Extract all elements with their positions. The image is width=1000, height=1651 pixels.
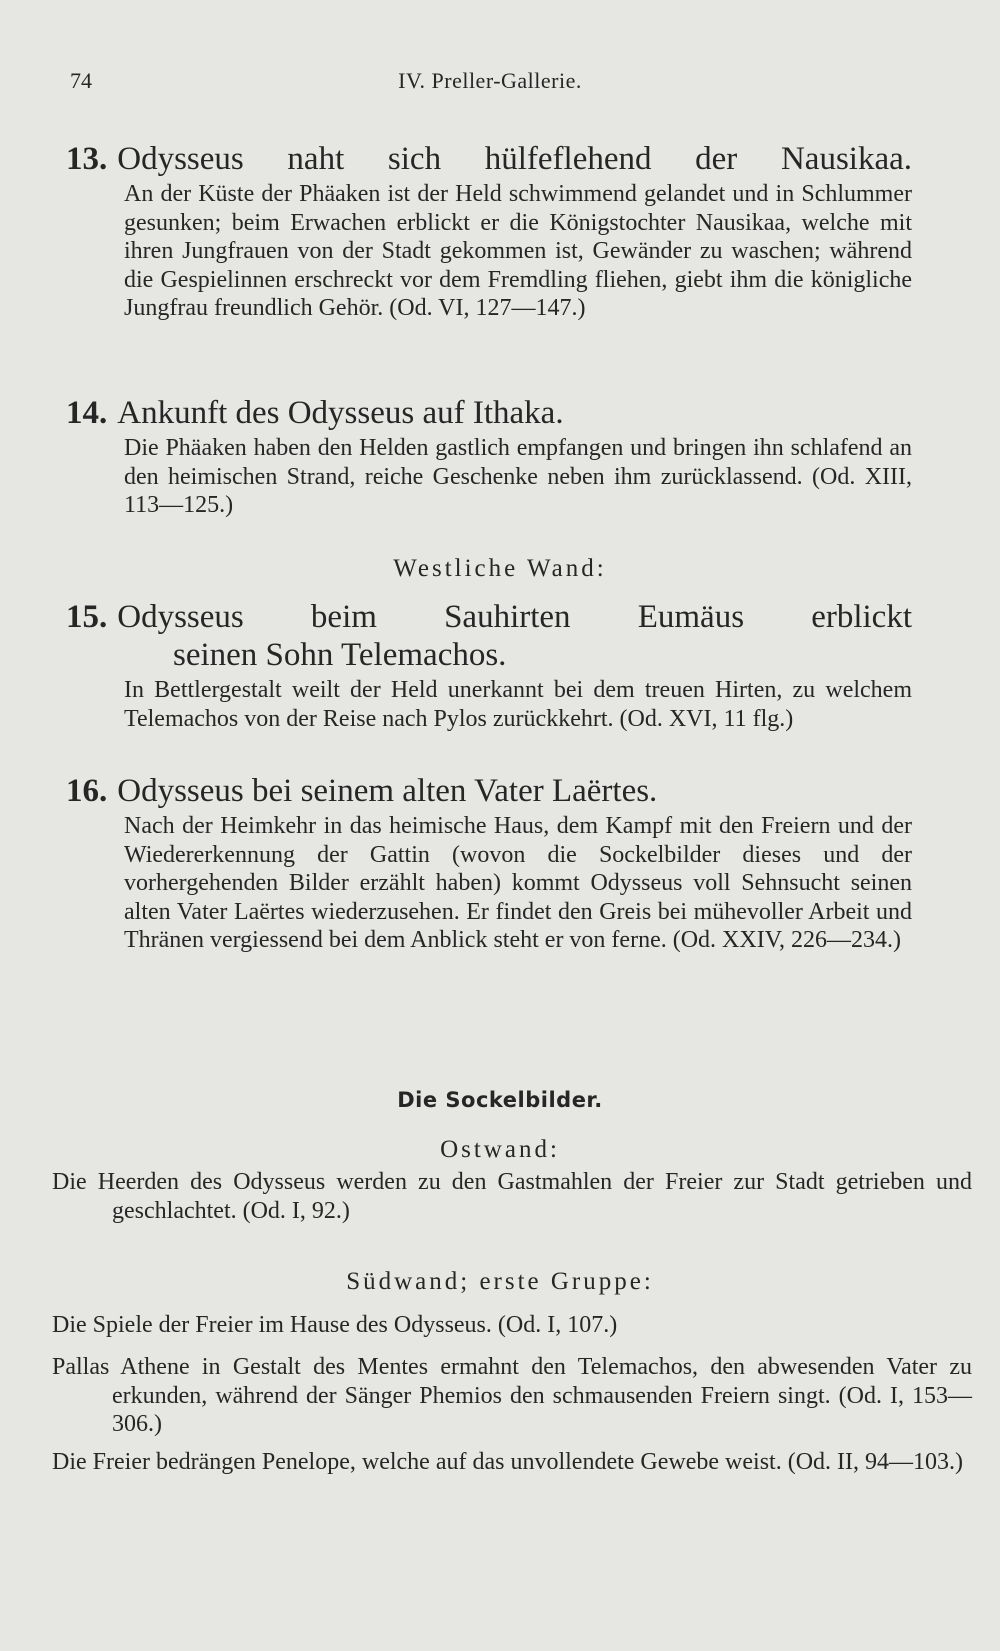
entry-title: Odysseus bei seinem alten Vater Laërtes. — [117, 773, 658, 809]
entry-heading — [66, 598, 912, 636]
page-number: 74 — [70, 68, 92, 93]
entry-title: Odysseus naht sich hülfeflehend der Nausikaa. — [117, 141, 912, 177]
west-wall-heading: Westliche Wand: — [393, 555, 607, 582]
running-title: IV. Preller-Gallerie. — [398, 68, 582, 93]
entry-14 — [66, 394, 912, 520]
entry-number: 14. — [66, 395, 108, 431]
plinth-item: Die Heerden des Odysseus werden zu den Gastmahlen der Freier zur Stadt getrieben und geschlachtet. (Od. I, 92.) — [52, 1169, 972, 1224]
plinth-item: Die Spiele der Freier im Hause des Odysseus. (Od. I, 107.) — [52, 1312, 618, 1338]
entry-heading — [66, 394, 912, 432]
entry-text: Die Phäaken haben den Helden gastlich empfangen und bringen ihn schlafend an den heimischen Strand, reiche Geschenke neben ihm zurücklassend. (Od. XIII, 113—125.) — [124, 435, 912, 519]
entry-title: Ankunft des Odysseus auf Ithaka. — [117, 395, 564, 431]
entry-13 — [66, 140, 912, 323]
running-header — [70, 68, 910, 98]
plinth-heading: Die Sockelbilder. — [397, 1088, 603, 1112]
entry-heading — [66, 140, 912, 178]
entry-text: In Bettlergestalt weilt der Held unerkannt bei dem treuen Hirten, zu welchem Telemachos von der Reise nach Pylos zurückkehrt. (Od. XVI, 11 flg.) — [124, 677, 912, 732]
entry-title-line2: seinen Sohn Telemachos. — [173, 637, 507, 673]
entry-16 — [66, 772, 912, 955]
entry-text: An der Küste der Phäaken ist der Held schwimmend gelandet und in Schlummer gesunken; beim Erwachen erblickt er die Königstochter Nausikaa, welche mit ihren Jungfrauen von der Stadt gekommen ist, Gewänder zu waschen; während die Gespielinnen erschreckt vor dem Fremdling fliehen, giebt ihm die königliche Jungfrau freundlich Gehör. (Od. VI, 127—147.) — [124, 181, 912, 322]
entry-15 — [66, 598, 912, 733]
east-wall-heading: Ostwand: — [440, 1136, 560, 1163]
entry-heading — [66, 772, 912, 810]
entry-number: 15. — [66, 599, 108, 635]
plinth-item: Pallas Athene in Gestalt des Mentes ermahnt den Telemachos, den abwesenden Vater zu erkunden, während der Sänger Phemios den schmausenden Freiern singt. (Od. I, 153—306.) — [52, 1354, 972, 1438]
entry-text: Nach der Heimkehr in das heimische Haus, dem Kampf mit den Freiern und der Wiedererkennung der Gattin (wovon die Sockelbilder dieses und der vorhergehenden Bilder erzählt haben) kommt Odysseus voll Sehnsucht seinen alten Vater Laërtes wiederzusehen. Er findet den Greis bei mühevoller Arbeit und Thränen vergiessend bei dem Anblick steht er von ferne. (Od. XXIV, 226—234.) — [124, 813, 912, 954]
plinth-item: Die Freier bedrängen Penelope, welche auf das unvollendete Gewebe weist. (Od. II, 94—103.) — [52, 1449, 964, 1475]
entry-number: 13. — [66, 141, 108, 177]
entry-number: 16. — [66, 773, 108, 809]
entry-heading-continued — [66, 636, 912, 674]
south-wall-heading: Südwand; erste Gruppe: — [346, 1268, 654, 1295]
entry-title-line1: Odysseus beim Sauhirten Eumäus erblickt — [117, 599, 912, 635]
